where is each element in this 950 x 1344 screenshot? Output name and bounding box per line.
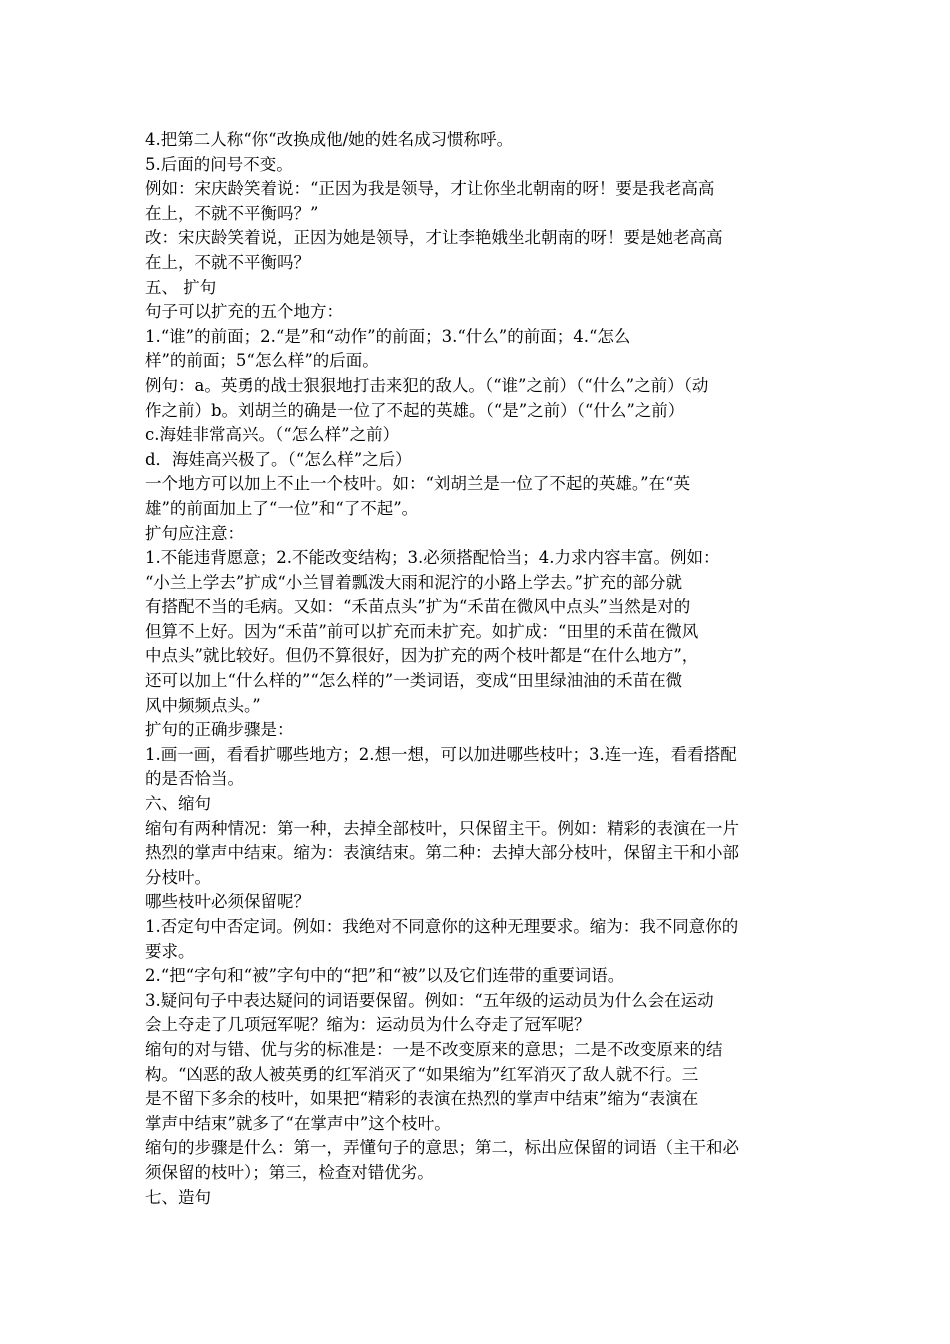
text-line: 改：宋庆龄笑着说，正因为她是领导，才让李艳娥坐北朝南的呀！要是她老高高	[145, 228, 723, 248]
text-line: 雄”的前面加上了“一位”和“了不起”。	[145, 498, 419, 518]
text-line: 例如：宋庆龄笑着说：“正因为我是领导，才让你坐北朝南的呀！要是我老高高	[145, 179, 715, 199]
text-line: 是不留下多余的枝叶，如果把“精彩的表演在热烈的掌声中结束”缩为“表演在	[145, 1089, 699, 1109]
text-line: 风中频频点头。”	[145, 695, 261, 715]
text-line: 扩句应注意：	[145, 523, 244, 543]
text-line: d．海娃高兴极了。（“怎么样”之后）	[145, 449, 412, 469]
text-line: 构。“凶恶的敌人被英勇的红军消灭了“如果缩为”红军消灭了敌人就不行。三	[145, 1064, 699, 1084]
text-line: 哪些枝叶必须保留呢？	[145, 892, 310, 912]
document-body	[145, 128, 813, 1210]
text-line: 要求。	[145, 941, 195, 961]
text-line: 须保留的枝叶）；第三，检查对错优劣。	[145, 1162, 434, 1182]
text-line: 在上，不就不平衡吗？”	[145, 203, 319, 223]
text-line: 一个地方可以加上不止一个枝叶。如：“刘胡兰是一位了不起的英雄。”在“英	[145, 474, 691, 494]
text-line: 扩句的正确步骤是：	[145, 720, 294, 740]
text-line: 掌声中结束”就多了“在掌声中”这个枝叶。	[145, 1113, 451, 1133]
text-line: 热烈的掌声中结束。缩为：表演结束。第二种：去掉大部分枝叶，保留主干和小部	[145, 843, 739, 863]
text-line: 1.不能违背愿意；2.不能改变结构；3.必须搭配恰当；4.力求内容丰富。例如：	[145, 548, 720, 568]
text-line: 缩句的步骤是什么：第一，弄懂句子的意思；第二，标出应保留的词语（主干和必	[145, 1138, 739, 1158]
section-heading: 六、缩句	[145, 794, 211, 814]
text-line: 2.“把“字句和“被”字句中的“把”和“被”以及它们连带的重要词语。	[145, 966, 625, 986]
text-line: 5.后面的问号不变。	[145, 154, 293, 174]
text-line: 的是否恰当。	[145, 769, 244, 789]
section-heading: 五、 扩句	[145, 277, 217, 297]
text-line: 1.“谁”的前面；2.“是”和“动作”的前面；3.“什么”的前面；4.“怎么	[145, 326, 631, 346]
text-line: 句子可以扩充的五个地方：	[145, 302, 343, 322]
text-line: 有搭配不当的毛病。又如：“禾苗点头”扩为“禾苗在微风中点头”当然是对的	[145, 597, 691, 617]
text-line: 缩句有两种情况：第一种，去掉全部枝叶，只保留主干。例如：精彩的表演在一片	[145, 818, 739, 838]
text-line: 还可以加上“什么样的”“怎么样的”一类词语，变成“田里绿油油的禾苗在微	[145, 671, 683, 691]
text-line: c.海娃非常高兴。（“怎么样”之前）	[145, 425, 400, 445]
text-line: 1.画一画，看看扩哪些地方；2.想一想，可以加进哪些枝叶；3.连一连，看看搭配	[145, 744, 737, 764]
text-line: 作之前）b。刘胡兰的确是一位了不起的英雄。（“是”之前）（“什么”之前）	[145, 400, 685, 420]
text-line: 但算不上好。因为“禾苗”前可以扩充而未扩充。如扩成：“田里的禾苗在微风	[145, 621, 699, 641]
text-line: 4.把第二人称“你“改换成他/她的姓名成习惯称呼。	[145, 130, 514, 149]
text-line: 3.疑问句子中表达疑问的词语要保留。例如：“五年级的运动员为什么会在运动	[145, 990, 714, 1010]
text-line: 1.否定句中否定词。例如：我绝对不同意你的这种无理要求。缩为：我不同意你的	[145, 917, 739, 936]
text-line: 例句：a。英勇的战士狠狠地打击来犯的敌人。（“谁”之前）（“什么”之前）（动	[145, 375, 709, 395]
text-line: 样”的前面；5“怎么样”的后面。	[145, 351, 379, 371]
text-line: 缩句的对与错、优与劣的标准是：一是不改变原来的意思；二是不改变原来的结	[145, 1039, 723, 1059]
section-heading: 七、造句	[145, 1187, 211, 1207]
text-line: 分枝叶。	[145, 867, 211, 887]
text-line: 在上，不就不平衡吗？	[145, 252, 310, 272]
text-line: 会上夺走了几项冠军呢？缩为：运动员为什么夺走了冠军呢？	[145, 1015, 591, 1035]
text-line: “小兰上学去”扩成“小兰冒着瓢泼大雨和泥泞的小路上学去。”扩充的部分就	[145, 572, 682, 592]
text-line: 中点头”就比较好。但仍不算很好，因为扩充的两个枝叶都是“在什么地方”，	[145, 646, 699, 666]
